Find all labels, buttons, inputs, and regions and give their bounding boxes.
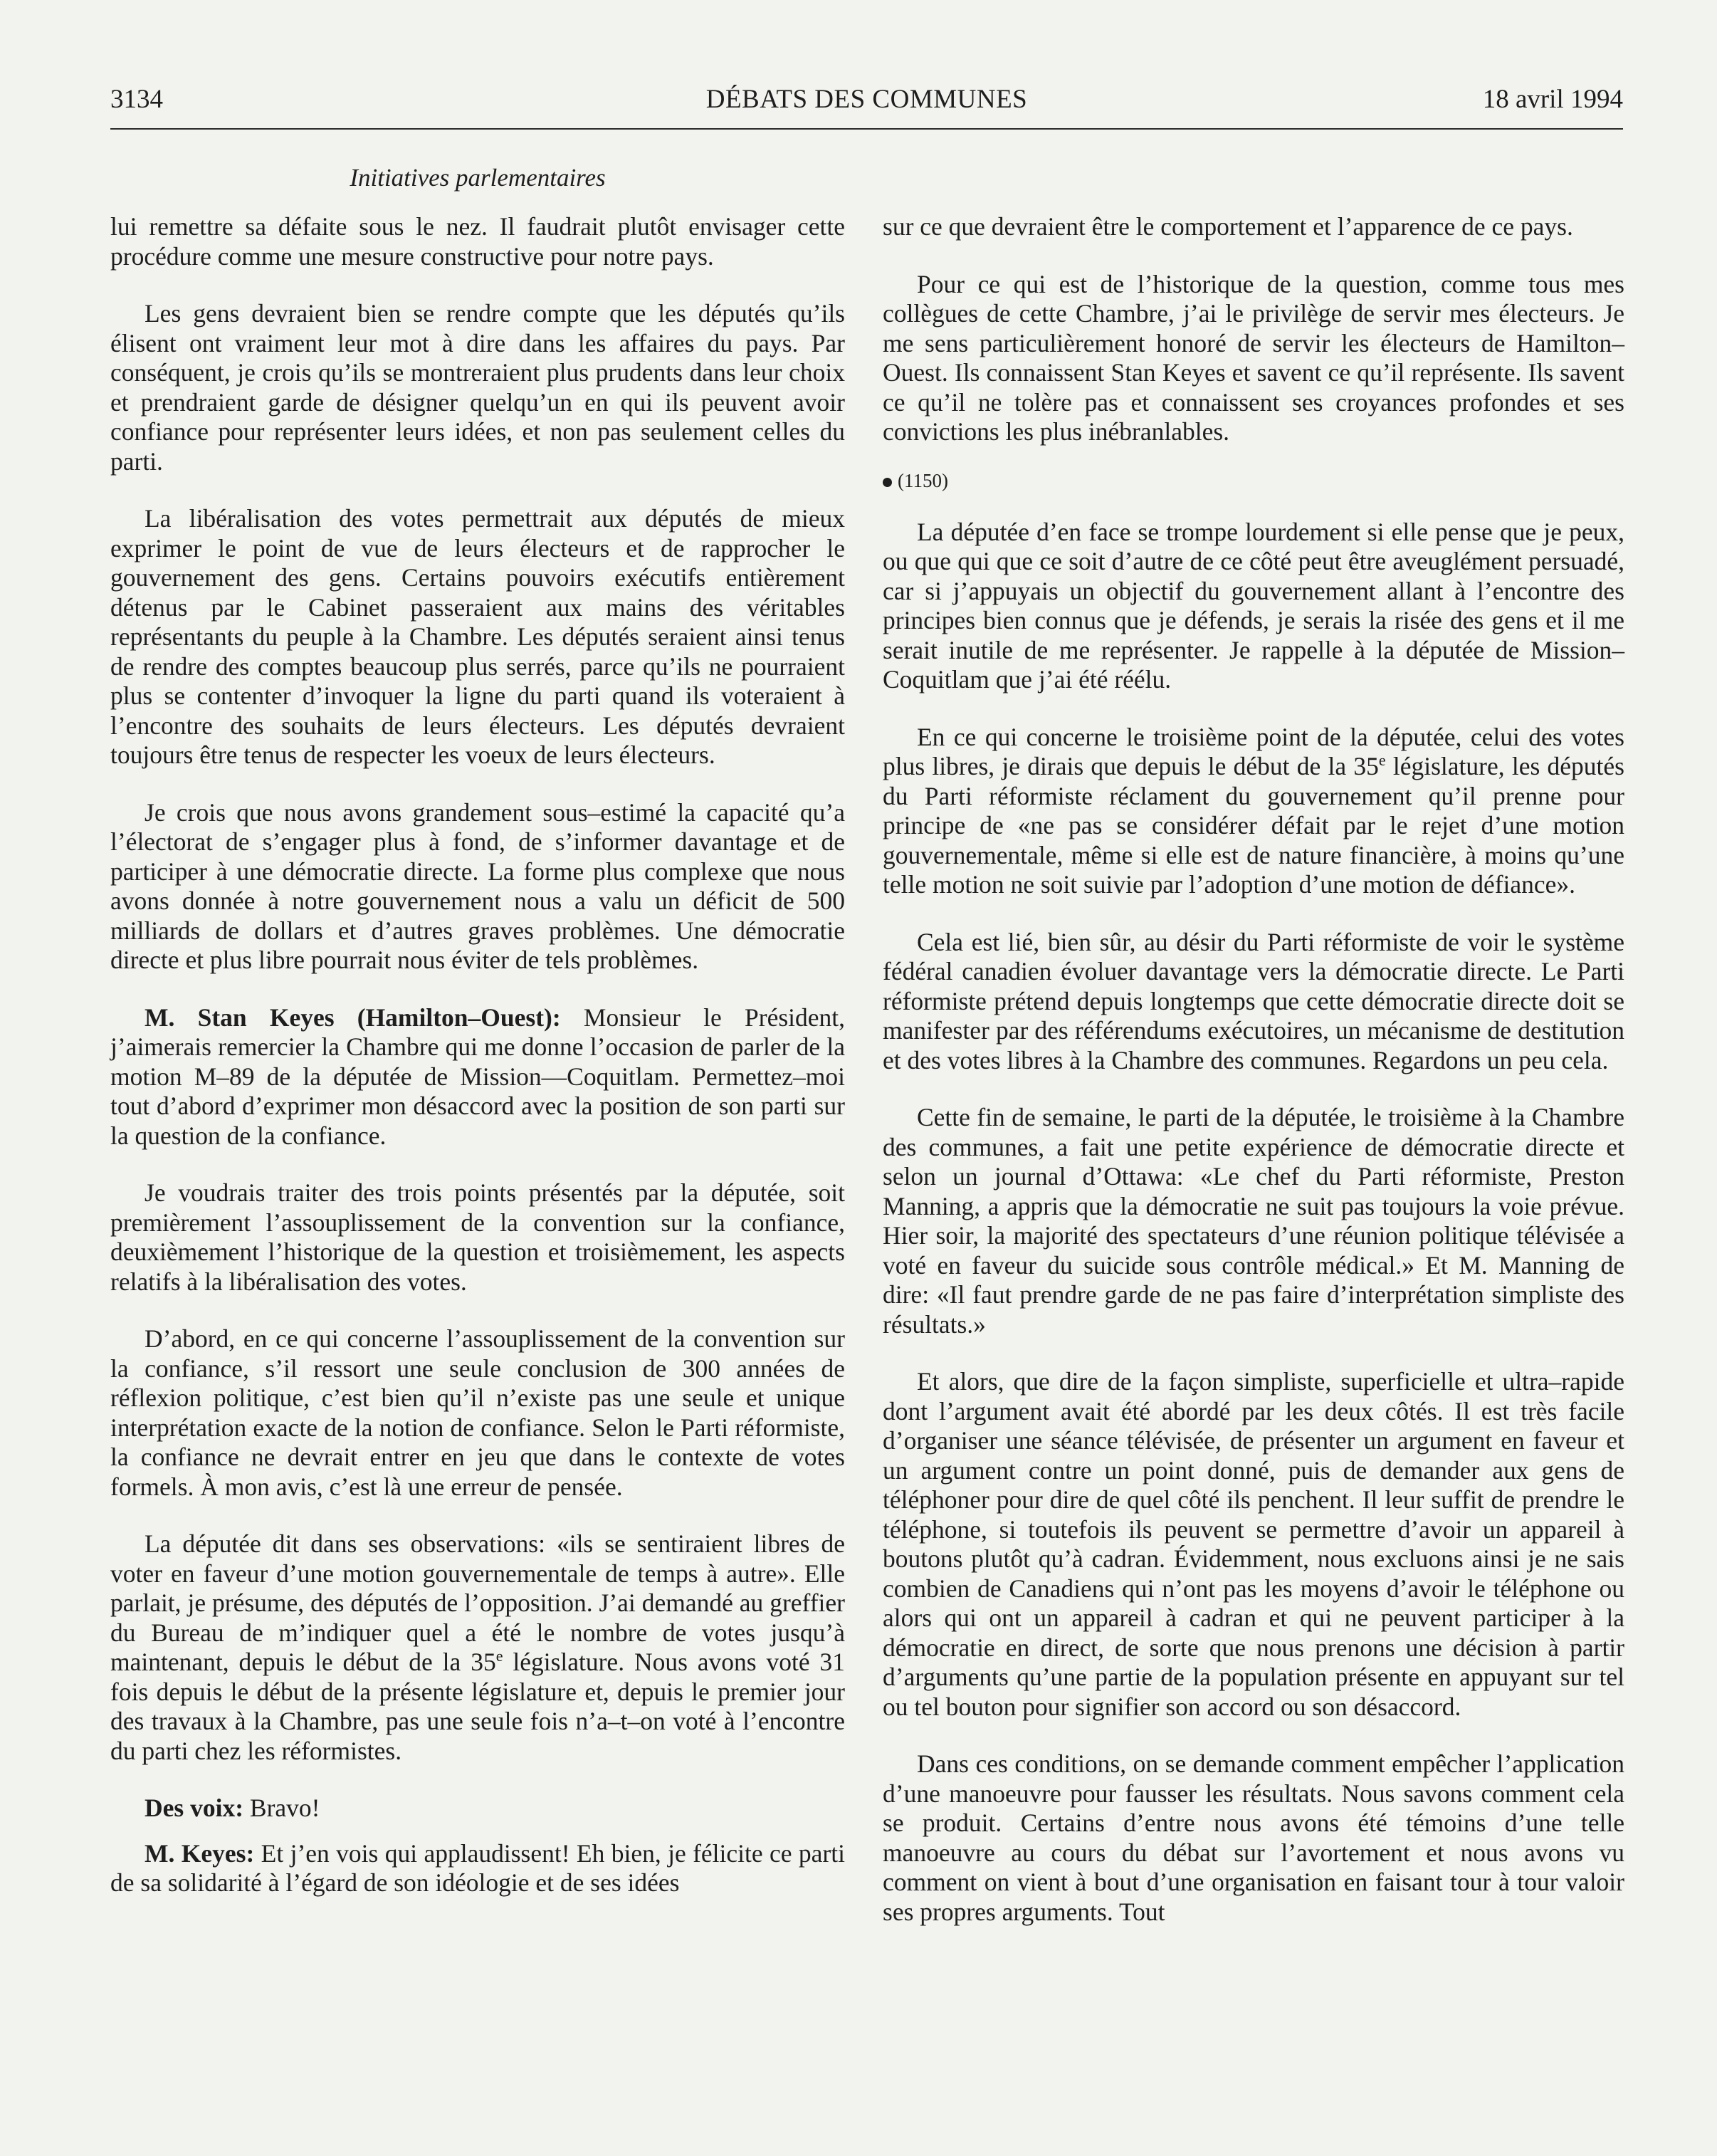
paragraph (110, 1178, 845, 1297)
paragraph-text: Monsieur le Président, j’aimerais remercier la Chambre qui me donne l’occasion de parler de la motion M–89 de la députée de Mission—Coquitlam. Permettez–moi tout d’abord d’exprimer mon désaccord avec la position de son parti sur la question de la confiance. (110, 1003, 846, 1150)
paragraph (883, 1103, 1624, 1339)
paragraph-text: Cette fin de semaine, le parti de la députée, le troisième à la Chambre des communes, a fait une petite expérience de démocratie directe et selon un journal d’Ottawa: «Le chef du Parti réformiste, Preston Manning, a appris que la démocratie ne suit pas toujours la voie prévue. Hier soir, la majorité des spectateurs d’une réunion politique télévisée a voté en faveur du suicide sous contrôle médical.» Et M. Manning de dire: «Il faut prendre garde de ne pas faire d’interprétation simpliste des résultats.» (883, 1103, 1624, 1339)
paragraph (110, 299, 845, 476)
paragraph-text: D’abord, en ce qui concerne l’assouplissement de la convention sur la confiance, s’il ressort une seule conclusion de 300 années de réflexion politique, c’est bien qu’il n’existe pas une seule et unique interprétation exacte de la notion de confiance. Selon le Parti réformiste, la confiance ne devrait entrer en jeu que dans le contexte de votes formels. À mon avis, c’est là une erreur de pensée. (110, 1324, 845, 1501)
timestamp-text: (1150) (898, 469, 948, 491)
paragraph (883, 723, 1624, 900)
speaker-name: Des voix: (145, 1794, 244, 1822)
header-rule (110, 128, 1623, 130)
paragraph (110, 798, 845, 975)
paragraph-text: Cela est lié, bien sûr, au désir du Parti réformiste de voir le système fédéral canadien évoluer davantage vers la démocratie directe. Le Parti réformiste prétend depuis longtemps que cette démocratie directe doit se manifester par des référendums exécutoires, un mécanisme de destitution et des votes libres à la Chambre des communes. Regardons un peu cela. (883, 927, 1624, 1074)
page-header (110, 84, 1623, 128)
paragraph (110, 1794, 845, 1823)
paragraph (110, 1003, 845, 1151)
paragraph-text: Dans ces conditions, on se demande comment empêcher l’application d’une manoeuvre pour fausser les résultats. Nous savons comment cela se produit. Certains d’entre nous avons été témoins d’une telle manoeuvre au cours du débat sur l’avortement et nous avons vu comment on vient à bout d’une organisation en faisant tour à tour valoir ses propres arguments. Tout (883, 1749, 1624, 1926)
paragraph-text: La députée dit dans ses observations: «ils se sentiraient libres de voter en faveur d’une motion gouvernementale de temps à autre». Elle parlait, je présume, des députés de l’opposition. J’ai demandé au greffier du Bureau de m’indiquer quel a été le nombre de votes jusqu’à maintenant, depuis le début de la 35e législature. Nous avons voté 31 fois depuis le début de la présente législature et, depuis le premier jour des travaux à la Chambre, pas une seule fois n’a–t–on voté à l’encontre du parti chez les réformistes. (110, 1529, 845, 1765)
paragraph-text: Je crois que nous avons grandement sous–estimé la capacité qu’a l’électorat de s’engager plus à fond, de s’informer davantage et de participer à une démocratie directe. La forme plus complexe que nous avons donnée à notre gouvernement nous a valu un déficit de 500 milliards de dollars et d’autres graves problèmes. Une démocratie directe et plus libre pourrait nous éviter de tels problèmes. (110, 797, 845, 974)
paragraph (110, 212, 845, 271)
paragraph-text: En ce qui concerne le troisième point de la députée, celui des votes plus libres, je dirais que depuis le début de la 35e législature, les députés du Parti réformiste réclament du gouvernement qu’il prenne pour principe de «ne pas se considérer défait par le rejet d’une motion gouvernementale, même si elle est de nature financière, à moins qu’une telle motion ne soit suivie par l’adoption d’une motion de défiance». (883, 722, 1624, 899)
bullet-icon (883, 478, 892, 487)
paragraph-text: sur ce que devraient être le comportement et l’apparence de ce pays. (883, 212, 1573, 241)
left-column (110, 212, 845, 1926)
section-title: Initiatives parlementaires (350, 164, 606, 192)
paragraph-text: La députée d’en face se trompe lourdement si elle pense que je peux, ou que qui que ce soit d’autre de ce côté peut être aveuglément persuadé, car si j’appuyais un objectif du gouvernement allant à l’encontre des principes bien connus que je défends, je serais la risée des gens et il me serait inutile de me représenter. Je rappelle à la députée de Mission–Coquitlam que j’ai été réélu. (883, 517, 1624, 694)
paragraph-text: Et j’en vois qui applaudissent! Eh bien, je félicite ce parti de sa solidarité à l’égard de son idéologie et de ses idées (110, 1838, 845, 1897)
right-column (883, 212, 1624, 1954)
paragraph (883, 270, 1624, 447)
paragraph (883, 928, 1624, 1076)
speaker-name: M. Stan Keyes (Hamilton–Ouest): (145, 1003, 561, 1032)
paragraph-text: La libéralisation des votes permettrait aux députés de mieux exprimer le point de vue de leurs électeurs et de rapprocher le gouvernement des gens. Certains pouvoirs exécutifs entièrement détenus par le Cabinet passeraient aux mains des véritables représentants du peuple à la Chambre. Les députés seraient ainsi tenus de rendre des comptes beaucoup plus serrés, parce qu’ils ne pourraient plus se contenter d’invoquer la ligne du parti quand ils voteraient à l’encontre des souhaits de leurs électeurs. Les députés devraient toujours être tenus de respecter les voeux de leurs électeurs. (110, 504, 845, 769)
paragraph (883, 1749, 1624, 1927)
paragraph-text: Les gens devraient bien se rendre compte que les députés qu’ils élisent ont vraiment leur mot à dire dans les affaires du pays. Par conséquent, je crois qu’ils se montreraient plus prudents dans leur choix et prendraient garde de désigner quelqu’un en qui ils peuvent avoir confiance pour représenter leurs idées, et non pas seulement celles du parti. (110, 299, 845, 476)
paragraph-text: lui remettre sa défaite sous le nez. Il faudrait plutôt envisager cette procédure comme une mesure constructive pour notre pays. (110, 212, 845, 271)
paragraph (883, 518, 1624, 695)
publication-date: 18 avril 1994 (1482, 85, 1623, 114)
timestamp-marker (883, 469, 1624, 492)
paragraph (883, 212, 1624, 242)
paragraph (883, 1367, 1624, 1722)
paragraph-text: Pour ce qui est de l’historique de la question, comme tous mes collègues de cette Chambre, j’ai le privilège de servir mes électeurs. Je me sens particulièrement honoré de servir les électeurs de Hamilton–Ouest. Ils connaissent Stan Keyes et savent ce qu’il représente. Ils savent ce qu’il ne tolère pas et connaissent ses croyances profondes et ses convictions les plus inébranlables. (883, 269, 1624, 446)
speaker-name: M. Keyes: (145, 1838, 255, 1868)
page-number: 3134 (110, 85, 163, 114)
publication-title: DÉBATS DES COMMUNES (705, 85, 1028, 114)
paragraph (110, 1324, 845, 1502)
paragraph (110, 1839, 845, 1898)
paragraph-text: Bravo! (243, 1794, 320, 1822)
paragraph (110, 1529, 845, 1766)
paragraph-text: Et alors, que dire de la façon simpliste, superficielle et ultra–rapide dont l’argument avait été abordé par les deux côtés. Il est très facile d’organiser une séance télévisée, de présenter un argument en faveur et un argument contre un point donné, puis de demander aux gens de téléphoner pour dire de quel côté ils penchent. Il leur suffit de prendre le téléphone, si toutefois ils peuvent se permettre d’avoir un appareil à boutons plutôt qu’à cadran. Évidemment, nous excluons ainsi je ne sais combien de Canadiens qui n’ont pas les moyens d’avoir le téléphone ou alors qui ont un appareil à cadran et qui ne peuvent participer à la démocratie en direct, de sorte que nous prenons une décision à partir d’arguments qu’une partie de la population présente en appuyant sur tel ou tel bouton pour signifier son accord ou son désaccord. (883, 1367, 1624, 1721)
paragraph-text: Je voudrais traiter des trois points présentés par la députée, soit premièrement l’assouplissement de la convention sur la confiance, deuxièmement l’historique de la question et troisièmement, les aspects relatifs à la libéralisation des votes. (110, 1178, 845, 1296)
paragraph (110, 504, 845, 770)
